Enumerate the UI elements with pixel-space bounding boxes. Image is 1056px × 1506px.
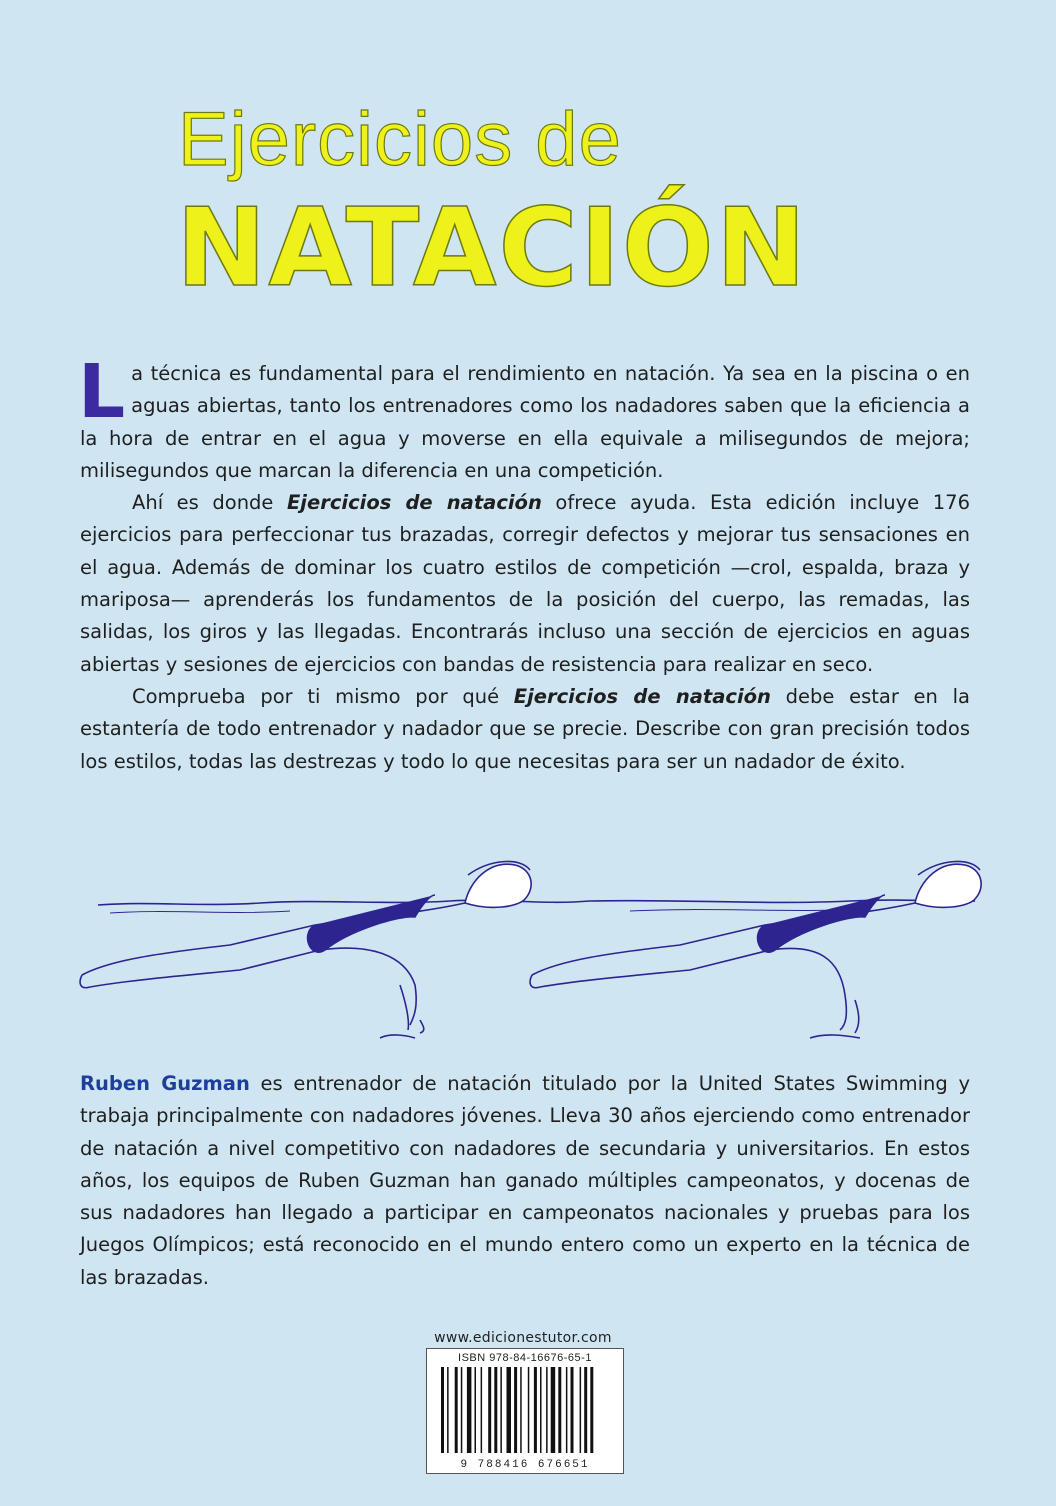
isbn-label: ISBN 978-84-16676-65-1 [458,1352,592,1364]
water-line [98,900,975,905]
paragraph-3-lead: Comprueba por ti mismo por qué [132,684,514,708]
book-title-italic: Ejercicios de natación [286,491,542,515]
barcode [426,1348,624,1474]
book-title-italic: Ejercicios de natación [513,684,771,708]
publisher-website: www.edicionestutor.com [434,1330,612,1346]
author-bio [80,1068,970,1294]
description-paragraph-2 [80,487,970,681]
paragraph-2-lead: Ahí es donde [132,491,287,515]
paragraph-2-text: ofrece ayuda. Esta edición incluye 176 ejercicios para perfeccionar tus brazadas, corregir defectos y mejorar tus sensaciones en el agua. Además de dominar los cuatro estilos de competición —crol, espalda, braza y mariposa— aprenderás los fundamentos de la posición del cuerpo, las remadas, las salidas, los giros y las llegadas. Encontrarás incluso una sección de ejercicios en aguas abiertas y sesiones de ejercicios con bandas de resistencia para realizar en seco. [80,491,970,676]
barcode-number: 9 788416 676651 [460,1459,590,1471]
title-line-2: NATACIÓN [176,186,809,311]
author-name: Ruben Guzman [80,1072,250,1095]
swimmer-illustration [70,835,990,1050]
barcode-bars [437,1367,613,1455]
description [78,349,970,778]
swimmer-2 [530,861,981,1038]
author-paragraph [80,1068,970,1294]
paragraph-3-text: debe estar en la estantería de todo entrenador y nadador que se precie. Describe con gran precisión todos los estilos, todas las destrezas y todo lo que necesitas para ser un nadador de éxito. [80,684,970,773]
author-bio-text: es entrenador de natación titulado por la United States Swimming y trabaja principalmente con nadadores jóvenes. Lleva 30 años ejerciendo como entrenador de natación a nivel competitivo con nadadores de secundaria y universitarios. En estos años, los equipos de Ruben Guzman han ganado múltiples campeonatos, y docenas de sus nadadores han llegado a participar en campeonatos nacionales y pruebas para los Juegos Olímpicos; está reconocido en el mundo entero como un experto en la técnica de las brazadas. [80,1072,970,1289]
description-paragraph-1 [78,349,970,487]
title-line-1: Ejercicios de [178,97,622,182]
paragraph-1-text: a técnica es fundamental para el rendimiento en natación. Ya sea en la piscina o en aguas abiertas, tanto los entrenadores como los nadadores saben que la eficiencia a la hora de entrar en el agua y moverse en ella equivale a milisegundos de mejora; milisegundos que marcan la diferencia en una competición. [80,362,970,482]
drop-cap: L [78,349,126,435]
swimmer-1 [80,861,531,1038]
description-paragraph-3 [80,681,970,778]
